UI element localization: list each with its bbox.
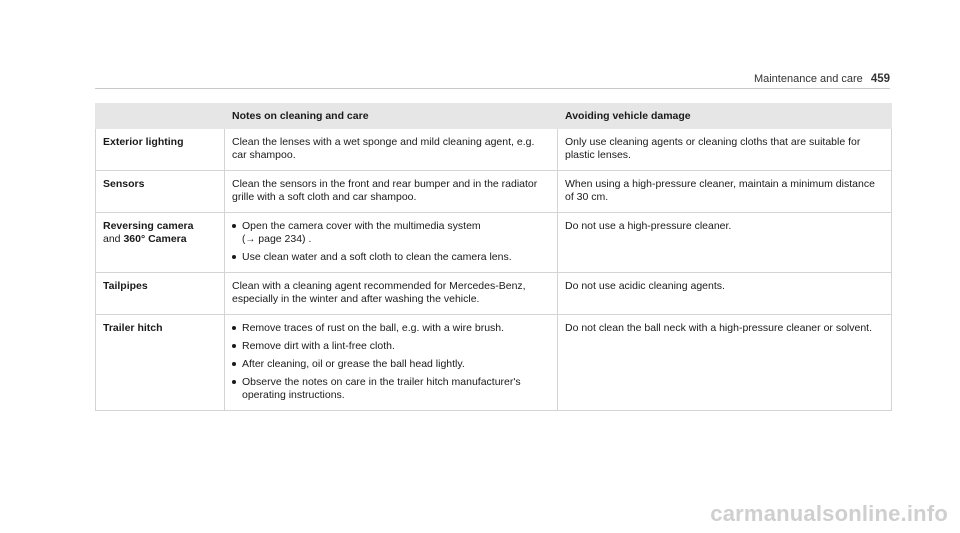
damage-tailpipes: Do not use acidic cleaning agents. — [558, 273, 892, 315]
care-list — [232, 322, 550, 402]
label-360-camera: 360° Camera — [123, 233, 187, 245]
column-header-care: Notes on cleaning and care — [225, 104, 558, 129]
care-list — [232, 220, 550, 264]
care-sensors: Clean the sensors in the front and rear bumper and in the radiator grille with a soft cloth and car shampoo. — [225, 171, 558, 213]
label-reversing-camera: Reversing camera — [103, 220, 194, 232]
cleaning-care-table — [95, 103, 892, 411]
page-reference-link[interactable]: page 234) . — [258, 233, 312, 245]
list-item: Use clean water and a soft cloth to clean the camera lens. — [232, 251, 550, 264]
list-item — [232, 220, 550, 246]
table-row — [96, 213, 892, 273]
section-title: Maintenance and care — [753, 73, 863, 85]
list-item: Remove traces of rust on the ball, e.g. with a wire brush. — [232, 322, 550, 335]
row-label-tailpipes: Tailpipes — [96, 273, 225, 315]
row-label-exterior-lighting: Exterior lighting — [96, 129, 225, 171]
page-header — [95, 0, 890, 89]
list-item: After cleaning, oil or grease the ball head lightly. — [232, 358, 550, 371]
row-label-trailer-hitch: Trailer hitch — [96, 315, 225, 411]
table-row — [96, 171, 892, 213]
list-item: Observe the notes on care in the trailer hitch manufacturer's operating instructions. — [232, 376, 550, 402]
page-number: 459 — [870, 73, 890, 85]
care-tailpipes: Clean with a cleaning agent recommended for Mercedes-Benz, especially in the winter and after washing the vehicle. — [225, 273, 558, 315]
table-header-row — [96, 104, 892, 129]
table-row — [96, 273, 892, 315]
table-row — [96, 129, 892, 171]
damage-reversing-camera: Do not use a high-pressure cleaner. — [558, 213, 892, 273]
care-exterior-lighting: Clean the lenses with a wet sponge and mild cleaning agent, e.g. car shampoo. — [225, 129, 558, 171]
damage-trailer-hitch: Do not clean the ball neck with a high-pressure cleaner or solvent. — [558, 315, 892, 411]
label-and: and — [103, 233, 124, 245]
column-header-empty — [96, 104, 225, 129]
page-reference-arrow: (→ — [242, 234, 256, 245]
care-trailer-hitch — [225, 315, 558, 411]
damage-sensors: When using a high-pressure cleaner, maintain a minimum distance of 30 cm. — [558, 171, 892, 213]
row-label-sensors: Sensors — [96, 171, 225, 213]
row-label-reversing-camera — [96, 213, 225, 273]
table-row — [96, 315, 892, 411]
damage-exterior-lighting: Only use cleaning agents or cleaning cloths that are suitable for plastic lenses. — [558, 129, 892, 171]
list-item: Remove dirt with a lint-free cloth. — [232, 340, 550, 353]
watermark: carmanualsonline.info — [710, 501, 948, 526]
care-item-text: Open the camera cover with the multimedia system — [242, 220, 481, 232]
care-reversing-camera — [225, 213, 558, 273]
column-header-damage: Avoiding vehicle damage — [558, 104, 892, 129]
running-header — [754, 73, 890, 85]
